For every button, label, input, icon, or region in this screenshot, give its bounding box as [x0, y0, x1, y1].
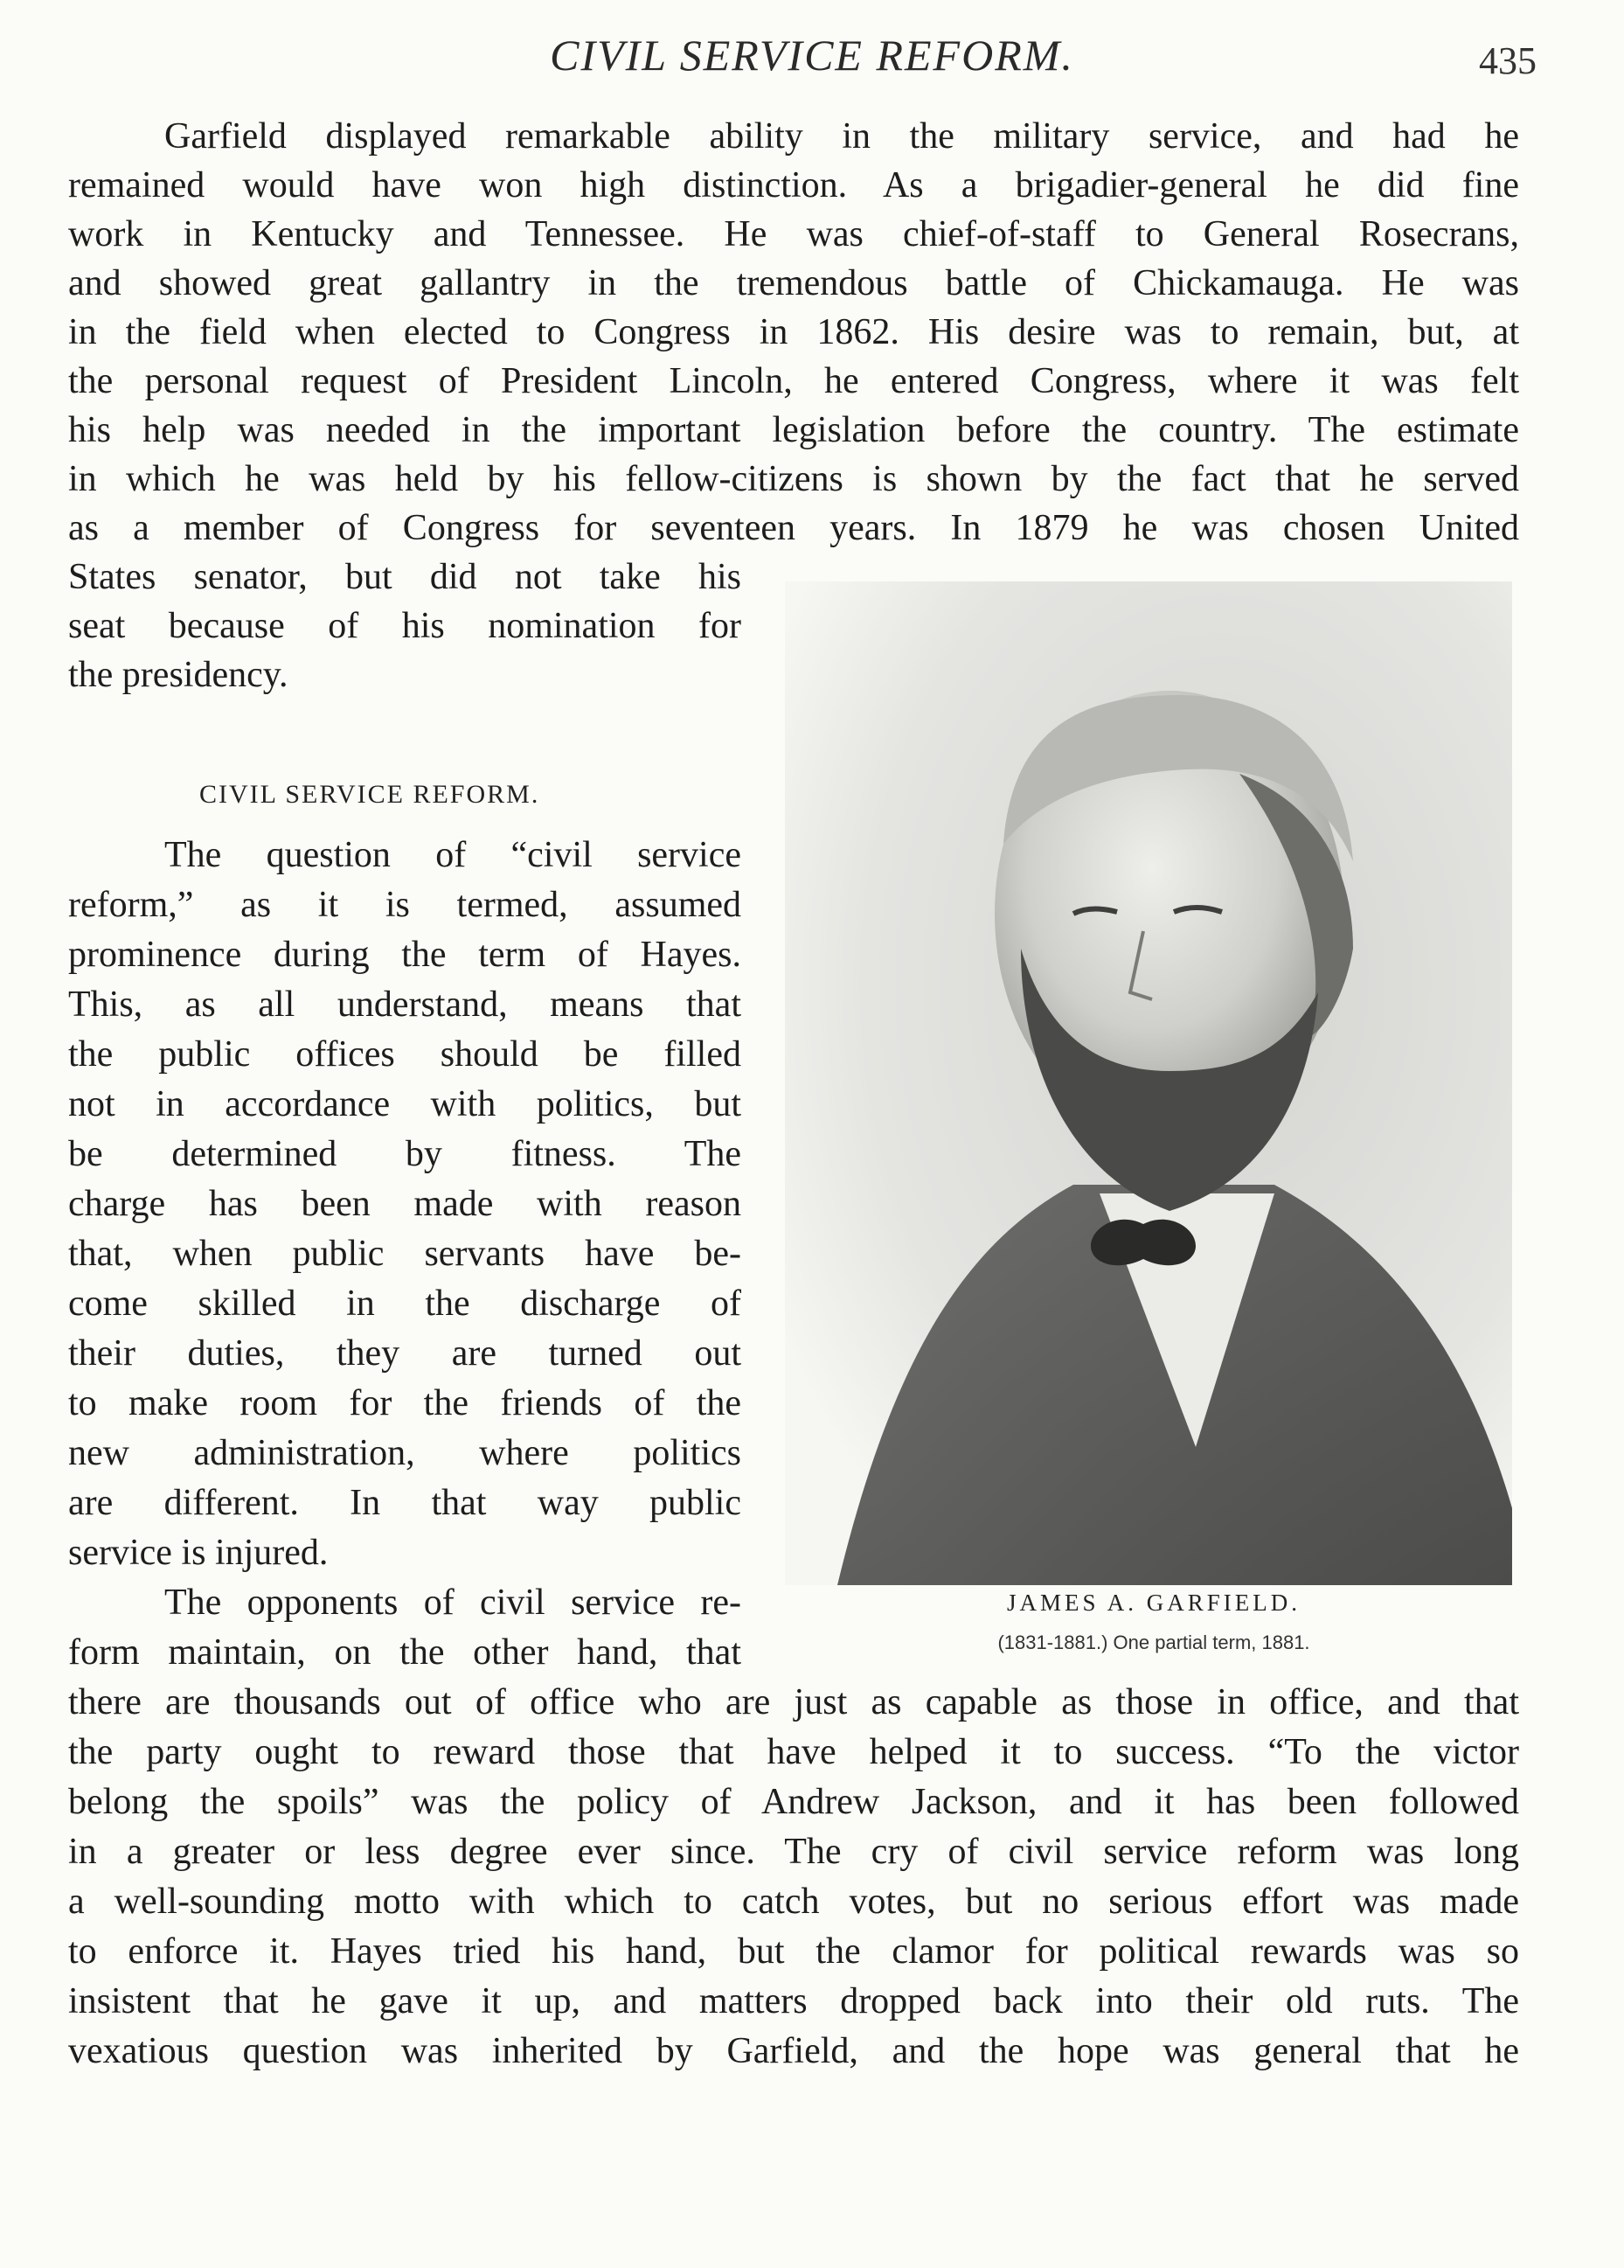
- text-line: his help was needed in the important legislation before the country. The estimate: [68, 410, 1519, 450]
- text-line: The question of “civil service: [164, 835, 741, 875]
- text-line: seat because of his nomination for: [68, 606, 741, 646]
- text-line: there are thousands out of office who are just as capable as those in office, and that: [68, 1682, 1519, 1722]
- text-line: States senator, but did not take his: [68, 557, 741, 597]
- text-line: and showed great gallantry in the tremendous battle of Chickamauga. He was: [68, 263, 1519, 303]
- text-line: form maintain, on the other hand, that: [68, 1632, 741, 1673]
- text-line: are different. In that way public: [68, 1483, 741, 1523]
- text-line: the presidency.: [68, 655, 288, 695]
- text-line: as a member of Congress for seventeen years. In 1879 he was chosen United: [68, 508, 1519, 548]
- text-line: service is injured.: [68, 1533, 329, 1573]
- portrait-caption-name: JAMES A. GARFIELD.: [1006, 1590, 1301, 1616]
- text-line: prominence during the term of Hayes.: [68, 935, 741, 975]
- text-line: the personal request of President Lincoln, he entered Congress, where it was felt: [68, 361, 1519, 401]
- portrait-caption-dates: (1831-1881.) One partial term, 1881.: [997, 1631, 1310, 1653]
- text-line: in the field when elected to Congress in 1862. His desire was to remain, but, at: [68, 312, 1519, 352]
- page-number: 435: [1479, 39, 1537, 82]
- text-line: come skilled in the discharge of: [68, 1284, 741, 1324]
- text-line: belong the spoils” was the policy of Andrew Jackson, and it has been followed: [68, 1782, 1519, 1822]
- text-line: reform,” as it is termed, assumed: [68, 885, 741, 925]
- portrait-engraving: [785, 581, 1512, 1585]
- text-line: in which he was held by his fellow-citizens is shown by the fact that he served: [68, 459, 1519, 499]
- section-heading: CIVIL SERVICE REFORM.: [199, 780, 540, 809]
- text-line: This, as all understand, means that: [68, 984, 741, 1025]
- text-line: insistent that he gave it up, and matters dropped back into their old ruts. The: [68, 1981, 1519, 2021]
- text-line: the public offices should be filled: [68, 1034, 741, 1075]
- header-title: CIVIL SERVICE REFORM.: [550, 31, 1074, 80]
- text-line: work in Kentucky and Tennessee. He was chief-of-staff to General Rosecrans,: [68, 214, 1519, 254]
- text-line: a well-sounding motto with which to catch votes, but no serious effort was made: [68, 1882, 1519, 1922]
- text-line: charge has been made with reason: [68, 1184, 741, 1224]
- portrait-image: [785, 581, 1512, 1585]
- text-line: to enforce it. Hayes tried his hand, but the clamor for political rewards was so: [68, 1931, 1519, 1972]
- text-line: new administration, where politics: [68, 1433, 741, 1473]
- text-line: the party ought to reward those that have helped it to success. “To the victor: [68, 1732, 1519, 1772]
- text-line: that, when public servants have be-: [68, 1234, 741, 1274]
- text-line: their duties, they are turned out: [68, 1333, 741, 1374]
- text-line: be determined by fitness. The: [68, 1134, 741, 1174]
- text-line: remained would have won high distinction. As a brigadier-general he did fine: [68, 165, 1519, 205]
- text-line: to make room for the friends of the: [68, 1383, 741, 1423]
- text-line: Garfield displayed remarkable ability in the military service, and had he: [164, 116, 1519, 157]
- text-line: not in accordance with politics, but: [68, 1084, 741, 1124]
- text-line: vexatious question was inherited by Garfield, and the hope was general that he: [68, 2031, 1519, 2071]
- text-line: The opponents of civil service re-: [164, 1583, 741, 1623]
- text-line: in a greater or less degree ever since. The cry of civil service reform was long: [68, 1832, 1519, 1872]
